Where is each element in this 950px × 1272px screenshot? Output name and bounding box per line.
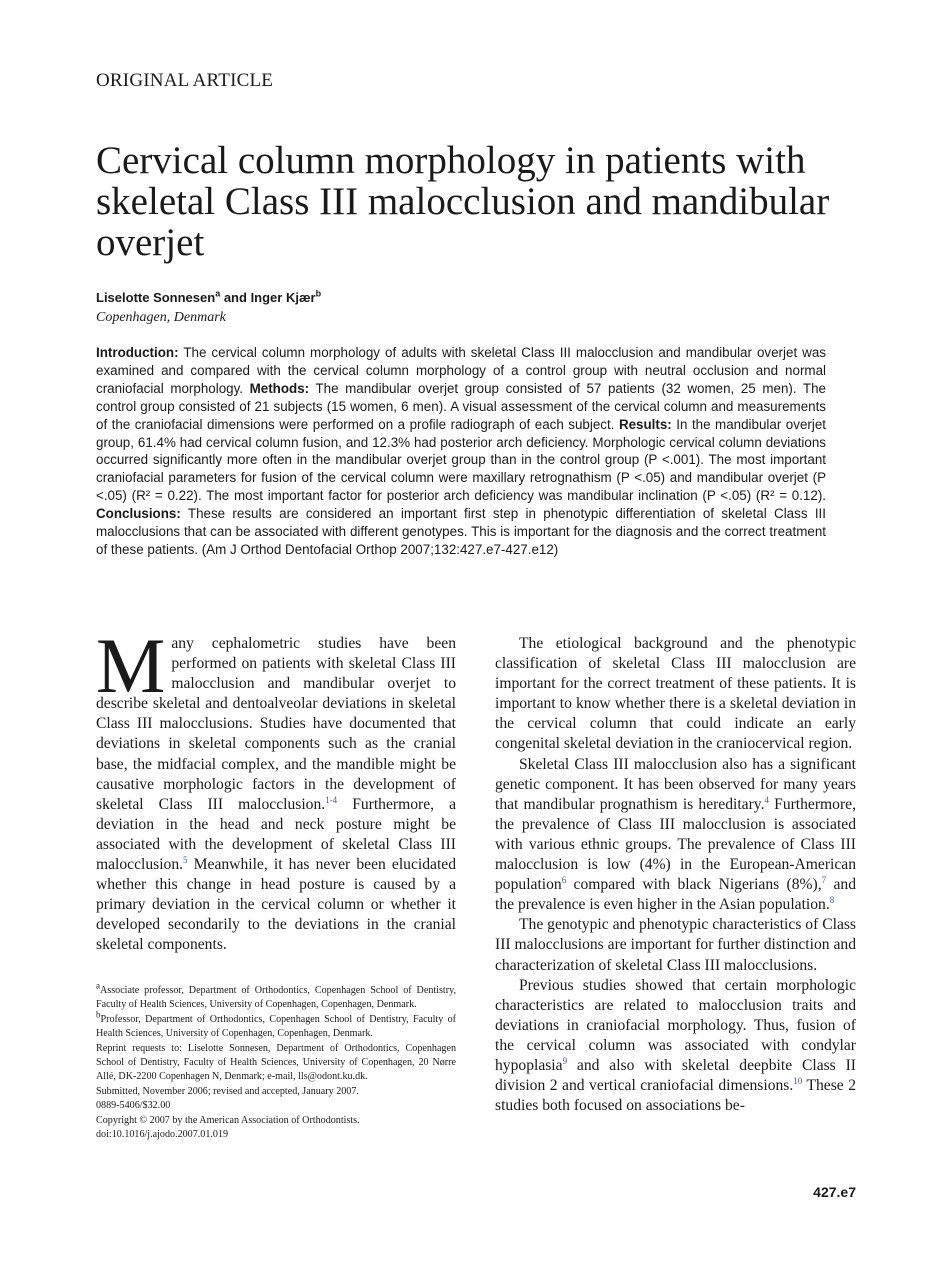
body-text: and the prevalence is even higher in the Asian population. — [495, 876, 856, 914]
affiliation-marker: a — [96, 980, 100, 991]
abstract-heading-methods: Methods: — [249, 380, 310, 396]
affiliation-marker: b — [96, 1009, 101, 1020]
author-conjunction: and — [220, 290, 251, 305]
drop-cap: M — [96, 622, 166, 709]
footnote-affiliation-b — [96, 1009, 456, 1042]
body-column-left — [96, 622, 456, 956]
author-name: Inger Kjær — [250, 290, 316, 305]
affiliation-marker: a — [215, 288, 221, 299]
reference-link[interactable]: 1-4 — [325, 794, 338, 805]
abstract-text: These results are considered an important first step in phenotypic differentiation of skeletal Class III malocclusions that can be associated with different genotypes. This is important for the diagnosis and the correct treatment of these patients. (Am J Orthod Dentofacial Orthop 2007;132:427.e7-427.e12) — [96, 506, 826, 557]
body-text: Skeletal Class III malocclusion also has a significant genetic component. It has been observed for many years that mandibular prognathism is hereditary. — [495, 755, 856, 813]
body-paragraph: The genotypic and phenotypic characteristics of Class III malocclusions are important for further distinction and characterization of skeletal Class III malocclusions. — [495, 916, 856, 974]
footnotes — [96, 980, 456, 1142]
reference-link[interactable]: 7 — [821, 874, 827, 885]
footnote-text: Associate professor, Department of Orthodontics, Copenhagen School of Dentistry, Faculty of Health Sciences, University of Copenhagen, Copenhagen, Denmark. — [96, 985, 456, 1011]
body-paragraph — [495, 755, 856, 916]
body-column-right — [495, 634, 856, 1116]
author-location: Copenhagen, Denmark — [96, 310, 226, 325]
affiliation-marker: b — [315, 288, 322, 299]
abstract-text: The mandibular overjet group consisted of 57 patients (32 women, 25 men). The control group consisted of 21 subjects (15 women, 6 men). A visual assessment of the cervical column and measurements of the craniofacial dimensions were performed on a profile radiograph of each subject. — [96, 380, 826, 432]
footnote-reprint-requests: Reprint requests to: Liselotte Sonnesen, Department of Orthodontics, Copenhagen School of Dentistry, Faculty of Health Sciences, University of Copenhagen, 20 Nørre Allé, DK-2200 Copenhagen N, Denmark; e-mail, lls@odont.ku.dk. — [96, 1042, 456, 1083]
body-text: any cephalometric studies have been performed on patients with skeletal Class III malocclusion and mandibular overjet to describe skeletal and dentoalveolar deviations in skeletal Class III malocclusions. Studies have documented that deviations in skeletal components such as the cranial base, the midfacial complex, and the mandible might be causative morphologic factors in the development of skeletal Class III malocclusion. — [96, 635, 456, 813]
abstract-text: In the mandibular overjet group, 61.4% had cervical column fusion, and 12.3% had posterior arch deficiency. Morphologic cervical column deviations occurred significantly more often in the mandibular overjet group than in the control group (P <.001). The most important craniofacial parameters for fusion of the cervical column were maxillary retrognathism (P <.05) and mandibular overjet (P <.05) (R² = 0.22). The most important factor for posterior arch deficiency was mandibular inclination (P <.05) (R² = 0.12). — [96, 416, 826, 504]
reference-link[interactable]: 9 — [562, 1055, 568, 1066]
body-paragraph — [495, 976, 856, 1117]
body-text: Previous studies showed that certain morphologic characteristics are related to malocclusion traits and deviations in craniofacial morphology. Thus, fusion of the cervical column was associated with condylar hypoplasia — [495, 976, 856, 1074]
footnote-text: Professor, Department of Orthodontics, Copenhagen School of Dentistry, Faculty of Health Sciences, University of Copenhagen, Copenhagen, Denmark. — [96, 1013, 456, 1040]
footnote-copyright: Copyright © 2007 by the American Association of Orthodontists. — [96, 1114, 360, 1126]
abstract — [96, 344, 826, 559]
reference-link[interactable]: 8 — [829, 895, 835, 906]
body-paragraph — [96, 622, 456, 956]
footnote-doi[interactable]: doi:10.1016/j.ajodo.2007.01.019 — [96, 1129, 229, 1141]
body-text: These 2 studies both focused on associations be- — [495, 1077, 856, 1115]
reference-link[interactable]: 10 — [793, 1075, 803, 1086]
reference-link[interactable]: 4 — [764, 794, 769, 805]
author-name: Liselotte Sonnesen — [96, 290, 216, 305]
abstract-heading-results: Results: — [618, 416, 672, 432]
author-line — [96, 290, 321, 305]
abstract-text: The cervical column morphology of adults with skeletal Class III malocclusion and mandibular overjet was examined and compared with the cervical column morphology of a control group with neutral occlusion and normal craniofacial morphology. — [96, 345, 826, 396]
abstract-heading-introduction: Introduction: — [96, 345, 179, 360]
footnote-issn: 0889-5406/$32.00 — [96, 1100, 171, 1112]
footnote-submission-dates: Submitted, November 2006; revised and accepted, January 2007. — [96, 1085, 359, 1097]
section-label: ORIGINAL ARTICLE — [96, 70, 274, 91]
body-text: Furthermore, the prevalence of Class III malocclusion is associated with various ethnic groups. The prevalence of Class III malocclusion is low (4%) in the European-American population — [495, 795, 856, 894]
body-text: compared with black Nigerians (8%), — [566, 876, 822, 894]
body-text: and also with skeletal deepbite Class II division 2 and vertical craniofacial dimensions. — [495, 1056, 856, 1095]
reference-link[interactable]: 6 — [561, 874, 567, 885]
abstract-heading-conclusions: Conclusions: — [96, 506, 181, 522]
footnote-affiliation-a — [96, 980, 456, 1013]
page-number: 427.e7 — [813, 1184, 856, 1200]
body-paragraph: The etiological background and the phenotypic classification of skeletal Class III malocclusion are important for the correct treatment of these patients. It is important to know whether there is a skeletal deviation in the cervical column that could indicate an early congenital skeletal deviation in the craniocervical region. — [495, 635, 856, 753]
article-title: Cervical column morphology in patients with skeletal Class III malocclusion and mandibular overjet — [96, 139, 830, 264]
reference-link[interactable]: 5 — [183, 854, 188, 865]
body-text: Furthermore, a deviation in the head and neck posture might be associated with the development of skeletal Class III malocclusion. — [96, 795, 456, 874]
body-text: Meanwhile, it has never been elucidated whether this change in head posture is caused by a primary deviation in the cervical column or whether it developed secondarily to the deviations in the cranial skeletal components. — [96, 856, 456, 954]
